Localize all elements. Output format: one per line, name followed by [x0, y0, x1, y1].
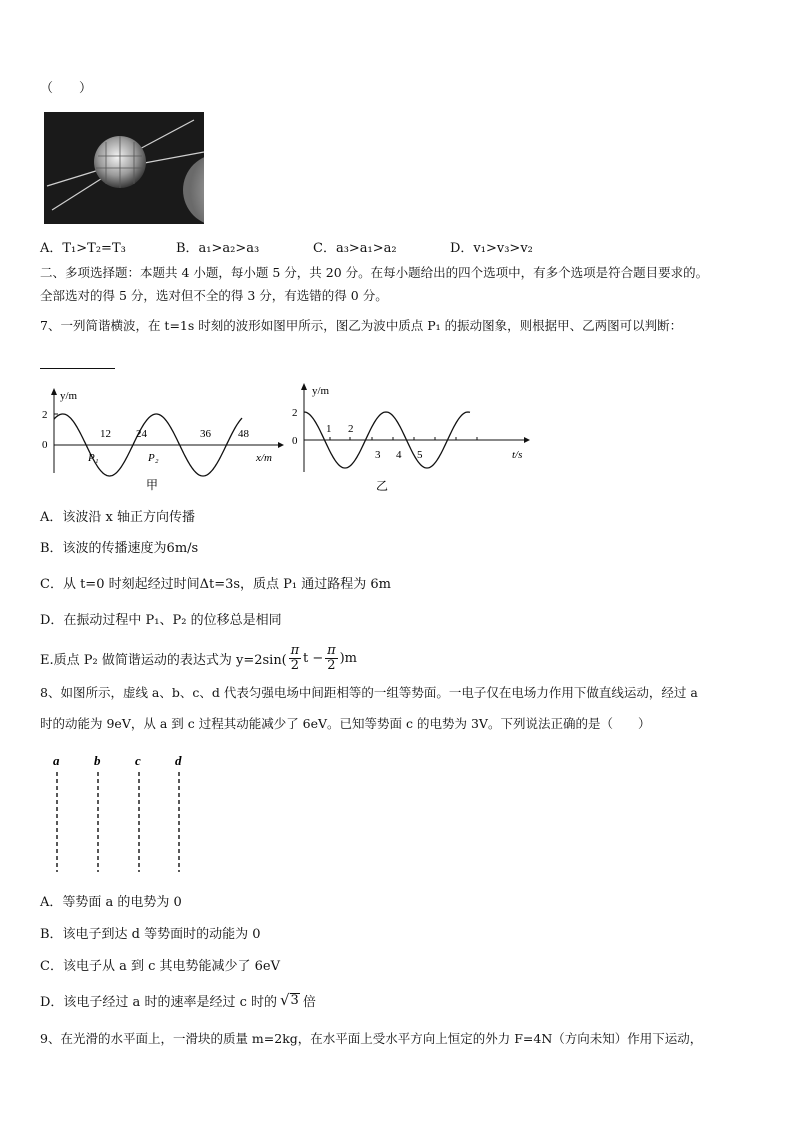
satellite-image: [44, 112, 204, 224]
q7-option-e-prefix: E.质点 P₂ 做简谐运动的表达式为 y=2sin(: [40, 652, 287, 668]
q7-option-a: A．该波沿 x 轴正方向传播: [40, 510, 195, 525]
jia-origin: 0: [42, 439, 48, 451]
wave-graph-jia: [30, 385, 290, 495]
section-heading-line1: 二、多项选择题：本题共 4 小题，每小题 5 分，共 20 分。在每小题给出的四个选项中，有多个选项是符合题目要求的。: [40, 265, 709, 280]
fraction-pi-over-2-b: $\frac{\pi}{2}$: [327, 642, 336, 673]
yi-y-label: y/m: [312, 385, 330, 397]
jia-p1-label: P₁: [88, 452, 99, 464]
jia-p2-label: P₂: [148, 452, 159, 464]
q8-option-d-prefix: D．该电子经过 a 时的速率是经过 c 时的: [40, 994, 277, 1010]
q7-stem: 7、一列简谐横波，在 t=1s 时刻的波形如图甲所示，图乙为波中质点 P₁ 的振动图象，则根据甲、乙两图可以判断：: [40, 318, 683, 333]
q8-option-d-suffix: 倍: [302, 994, 316, 1010]
jia-x-label: x/m: [256, 452, 272, 464]
q7-option-e-suffix: )m: [339, 650, 357, 666]
equipotential-diagram: [40, 748, 210, 876]
jia-x-tick-24: 24: [136, 428, 147, 440]
plane-label-d: d: [175, 753, 182, 768]
fraction-pi-over-2: π 2: [290, 642, 300, 673]
q7-option-e: [40, 638, 357, 678]
q7-option-e-t: t −: [303, 650, 324, 666]
jia-caption: 甲: [146, 478, 159, 492]
plane-label-b: b: [94, 753, 101, 768]
q7-option-c: C．从 t=0 时刻起经过时间Δt=3s，质点 P₁ 通过路程为 6m: [40, 577, 392, 592]
plane-label-a: a: [53, 753, 60, 768]
yi-tick-2: 2: [348, 423, 354, 435]
q6-option-c: C．a₃>a₁>a₂: [313, 241, 397, 256]
jia-y-label: y/m: [60, 390, 78, 402]
jia-x-tick-48: 48: [238, 428, 249, 440]
q6-option-a: A．T₁>T₂=T₃: [40, 241, 126, 256]
section-heading-line2: 全部选对的得 5 分，选对但不全的得 3 分，有选错的得 0 分。: [40, 288, 388, 303]
jia-x-tick-12: 12: [100, 428, 111, 440]
q8-stem-line2: 时的动能为 9eV，从 a 到 c 过程其动能减少了 6eV。已知等势面 c 的电势为 3V。下列说法正确的是（ ）: [40, 716, 651, 731]
yi-origin: 0: [292, 435, 298, 447]
q7-option-b: B．该波的传播速度为6m/s: [40, 541, 199, 556]
q8-option-a: A．等势面 a 的电势为 0: [40, 895, 182, 910]
q7-option-d: D．在振动过程中 P₁、P₂ 的位移总是相同: [40, 613, 282, 628]
yi-tick-4: 4: [396, 449, 402, 461]
yi-tick-1: 1: [326, 423, 332, 435]
q6-option-d: D．v₁>v₃>v₂: [450, 241, 533, 256]
q6-option-b: B．a₁>a₂>a₃: [176, 241, 260, 256]
q8-option-d: [40, 988, 316, 1012]
plane-label-c: c: [135, 753, 141, 768]
yi-y-tick: 2: [292, 407, 298, 419]
q9-stem: 9、在光滑的水平面上，一滑块的质量 m=2kg，在水平面上受水平方向上恒定的外力 F=4N（方向未知）作用下运动，: [40, 1031, 703, 1046]
answer-blank-line: [40, 368, 115, 369]
q8-option-b: B．该电子到达 d 等势面时的动能为 0: [40, 927, 261, 942]
sqrt-3: √ 3: [279, 991, 299, 1009]
vibration-graph-yi: [290, 380, 540, 495]
yi-x-label: t/s: [512, 449, 523, 461]
answer-bracket: （ ）: [40, 81, 93, 96]
jia-y-tick: 2: [42, 409, 48, 421]
q8-stem-line1: 8、如图所示，虚线 a、b、c、d 代表匀强电场中间距相等的一组等势面。一电子仅在电场力作用下做直线运动，经过 a: [40, 685, 698, 700]
yi-tick-3: 3: [375, 449, 381, 461]
jia-x-tick-36: 36: [200, 428, 211, 440]
yi-caption: 乙: [376, 479, 389, 493]
yi-tick-5: 5: [417, 449, 423, 461]
q8-option-c: C．该电子从 a 到 c 其电势能减少了 6eV: [40, 959, 280, 974]
